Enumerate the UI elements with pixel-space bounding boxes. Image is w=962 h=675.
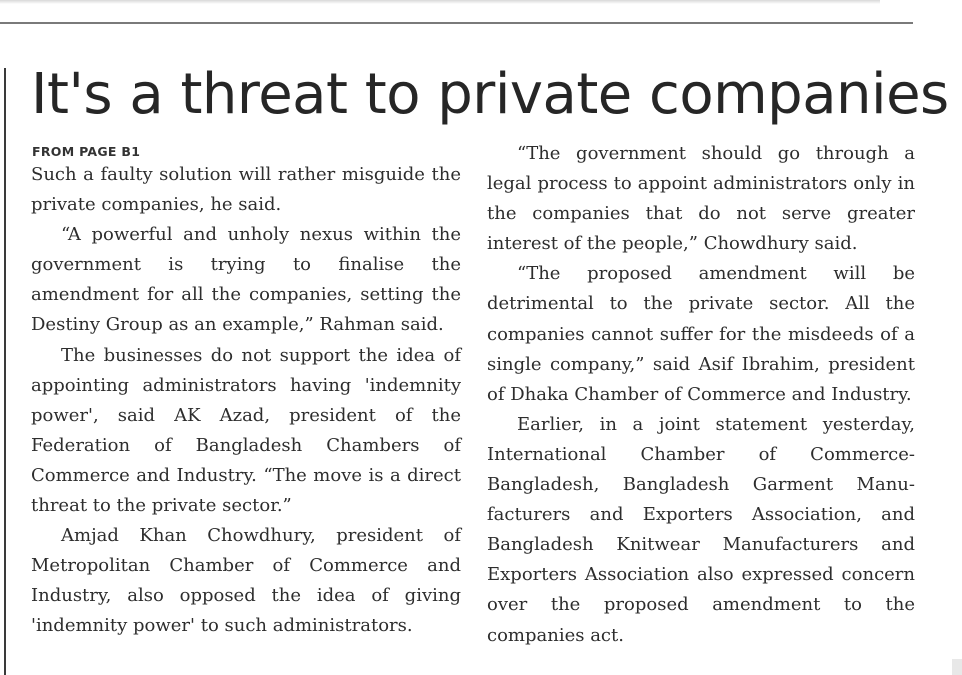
paragraph: “The proposed amendment will be detrimental to the private sector. All the companies cannot suffer for the misdeeds of a single company,” said Asif Ibrahim, president of Dhaka Chamber of Commerce and Industry. bbox=[487, 263, 915, 405]
paragraph: “A powerful and unholy nexus within the government is trying to finalise the amendment for all the companies, setting the Destiny Group as an example,” Rahman said. bbox=[31, 224, 461, 336]
paragraph: Such a faulty solution will rather misguide the private companies, he said. bbox=[31, 164, 461, 216]
paragraph: Amjad Khan Chowdhury, president of Metropolitan Chamber of Commerce and Industry, also opposed the idea of giving 'indemnity power' to such administrators. bbox=[31, 525, 461, 637]
scan-artifact bbox=[952, 659, 962, 675]
column-rule bbox=[4, 68, 6, 675]
previous-article-edge bbox=[0, 0, 880, 4]
jump-line: FROM PAGE B1 bbox=[32, 144, 141, 159]
left-column bbox=[31, 160, 461, 642]
paragraph: “The government should go through a legal process to appoint administrators only in the companies that do not serve greater interest of the people,” Chowdhury said. bbox=[487, 143, 915, 255]
paragraph: Earlier, in a joint statement yesterday, International Chamber of Commerce-Bangladesh, Bangladesh Garment Manufacturers and Exporters Association, and Bangladesh Knitwear Manufacturers and Exporters Association also expressed concern over the proposed amendment to the companies act. bbox=[487, 413, 915, 646]
paragraph: The businesses do not support the idea of appointing administrators having 'indemnity power', said AK Azad, president of the Federation of Bangladesh Chambers of Commerce and Industry. “The move is a direct threat to the private sector.” bbox=[31, 344, 461, 517]
section-divider bbox=[0, 22, 913, 24]
right-column bbox=[487, 139, 915, 651]
headline: It's a threat to private companies bbox=[31, 62, 949, 127]
